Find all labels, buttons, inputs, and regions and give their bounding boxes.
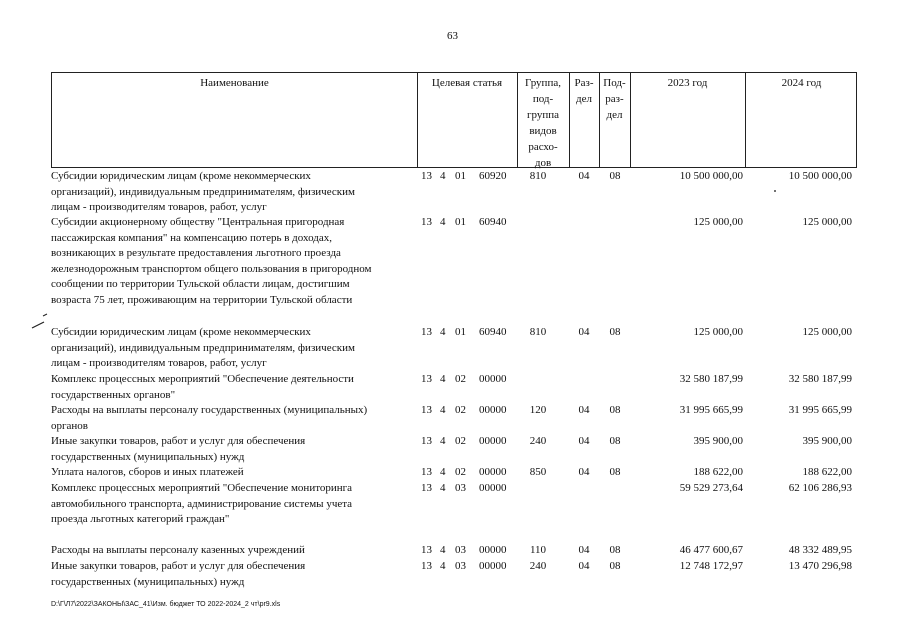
code-direction: 60940 <box>479 216 507 228</box>
header-target: Целевая статья <box>431 77 503 89</box>
code-measure: 02 <box>455 373 466 385</box>
code-subprogram: 4 <box>440 482 446 494</box>
cell-section: 04 <box>578 404 590 416</box>
cell-2024: 125 000,00 <box>802 326 852 338</box>
file-path-footer: D:\Г\Л7\2022\ЗАКОНЫ\ЗАС_41\Изм. бюджет ТО 2022-2024_2 чт\pr9.xls <box>51 601 281 608</box>
code-program: 13 <box>421 466 432 478</box>
cell-section: 04 <box>578 326 590 338</box>
code-measure: 02 <box>455 435 466 447</box>
header-year-2024: 2024 год <box>781 77 822 89</box>
cell-2023: 12 748 172,97 <box>679 560 743 572</box>
code-program: 13 <box>421 373 432 385</box>
cell-2023: 59 529 273,64 <box>679 482 743 494</box>
code-direction: 00000 <box>479 482 507 494</box>
code-subprogram: 4 <box>440 466 446 478</box>
cell-subsection: 08 <box>609 404 621 416</box>
cell-2024: 125 000,00 <box>802 216 852 228</box>
cell-2023: 188 622,00 <box>693 466 743 478</box>
code-measure: 01 <box>455 170 466 182</box>
cell-2023: 46 477 600,67 <box>679 544 743 556</box>
cell-2024: 188 622,00 <box>802 466 852 478</box>
cell-group: 240 <box>529 435 547 447</box>
header-subsection: Под- раз- дел <box>603 77 626 121</box>
cell-2023: 125 000,00 <box>693 326 743 338</box>
row-name: Субсидии юридическим лицам (кроме некоммерческих организаций), индивидуальным предпринимателям, физическим лицам - производителям товаров, работ, услуг <box>51 326 355 369</box>
code-measure: 03 <box>455 544 466 556</box>
row-name: Расходы на выплаты персоналу казенных учреждений <box>51 544 305 556</box>
cell-subsection: 08 <box>609 435 621 447</box>
cell-section: 04 <box>578 544 590 556</box>
cell-group: 850 <box>529 466 547 478</box>
code-direction: 00000 <box>479 544 507 556</box>
code-subprogram: 4 <box>440 373 446 385</box>
header-year-2023: 2023 год <box>667 77 708 89</box>
cell-subsection: 08 <box>609 170 621 182</box>
cell-2024: 62 106 286,93 <box>788 482 852 494</box>
cell-group: 240 <box>529 560 547 572</box>
code-measure: 01 <box>455 326 466 338</box>
row-name: Субсидии акционерному обществу "Центральная пригородная пассажирская компания" на компенсацию потерь в доходах, возникающих в результате предоставления льготного проезда железнодорожным транспортом общего пользования в пригородном сообщении по территории Тульской области лицам, достигшим возраста 75 лет, проживающим на территории Тульской области <box>51 216 372 306</box>
header-name: Наименование <box>200 77 269 89</box>
code-program: 13 <box>421 435 432 447</box>
cell-2024: 13 470 296,98 <box>788 560 852 572</box>
row-name: Субсидии юридическим лицам (кроме некоммерческих организаций), индивидуальным предпринимателям, физическим лицам - производителям товаров, работ, услуг <box>51 170 355 213</box>
cell-2024: 32 580 187,99 <box>788 373 852 385</box>
cell-section: 04 <box>578 560 590 572</box>
code-program: 13 <box>421 170 432 182</box>
code-program: 13 <box>421 544 432 556</box>
row-name: Иные закупки товаров, работ и услуг для обеспечения государственных (муниципальных) нужд <box>51 560 306 588</box>
code-subprogram: 4 <box>440 170 446 182</box>
code-subprogram: 4 <box>440 216 446 228</box>
code-measure: 03 <box>455 560 466 572</box>
cell-2024: 10 500 000,00 <box>788 170 852 182</box>
table-header <box>51 72 857 168</box>
cell-group: 810 <box>529 326 547 338</box>
cell-group: 110 <box>529 544 547 556</box>
cell-subsection: 08 <box>609 326 621 338</box>
cell-subsection: 08 <box>609 560 621 572</box>
cell-2023: 125 000,00 <box>693 216 743 228</box>
cell-section: 04 <box>578 170 590 182</box>
code-direction: 00000 <box>479 466 507 478</box>
page-number: 63 <box>447 30 458 42</box>
header-section: Раз- дел <box>574 77 594 105</box>
cell-subsection: 08 <box>609 544 621 556</box>
code-direction: 60940 <box>479 326 507 338</box>
code-direction: 00000 <box>479 404 507 416</box>
code-program: 13 <box>421 326 432 338</box>
code-subprogram: 4 <box>440 404 446 416</box>
code-program: 13 <box>421 216 432 228</box>
code-direction: 00000 <box>479 373 507 385</box>
scan-dot <box>772 188 778 194</box>
code-subprogram: 4 <box>440 326 446 338</box>
code-direction: 60920 <box>479 170 507 182</box>
cell-section: 04 <box>578 435 590 447</box>
code-direction: 00000 <box>479 435 507 447</box>
code-measure: 02 <box>455 404 466 416</box>
row-name: Уплата налогов, сборов и иных платежей <box>51 466 244 478</box>
code-subprogram: 4 <box>440 544 446 556</box>
cell-2023: 10 500 000,00 <box>679 170 743 182</box>
code-program: 13 <box>421 560 432 572</box>
code-program: 13 <box>421 482 432 494</box>
cell-2024: 48 332 489,95 <box>788 544 852 556</box>
cell-group: 120 <box>529 404 547 416</box>
row-name: Комплекс процессных мероприятий "Обеспечение деятельности государственных органов" <box>51 373 354 401</box>
row-name: Комплекс процессных мероприятий "Обеспечение мониторинга автомобильного транспорта, администрирование системы учета проезда льготных категорий граждан" <box>51 482 353 525</box>
cell-section: 04 <box>578 466 590 478</box>
header-group: Группа, под- группа видов расхо- дов <box>525 77 561 169</box>
cell-2023: 32 580 187,99 <box>679 373 743 385</box>
cell-group: 810 <box>529 170 547 182</box>
handwritten-mark <box>30 312 52 332</box>
code-measure: 01 <box>455 216 466 228</box>
code-measure: 03 <box>455 482 466 494</box>
cell-subsection: 08 <box>609 466 621 478</box>
cell-2024: 31 995 665,99 <box>788 404 852 416</box>
code-direction: 00000 <box>479 560 507 572</box>
code-subprogram: 4 <box>440 560 446 572</box>
code-program: 13 <box>421 404 432 416</box>
cell-2023: 31 995 665,99 <box>679 404 743 416</box>
row-name: Иные закупки товаров, работ и услуг для обеспечения государственных (муниципальных) нужд <box>51 435 306 463</box>
code-subprogram: 4 <box>440 435 446 447</box>
cell-2023: 395 900,00 <box>693 435 743 447</box>
cell-2024: 395 900,00 <box>802 435 852 447</box>
code-measure: 02 <box>455 466 466 478</box>
row-name: Расходы на выплаты персоналу государственных (муниципальных) органов <box>51 404 368 432</box>
